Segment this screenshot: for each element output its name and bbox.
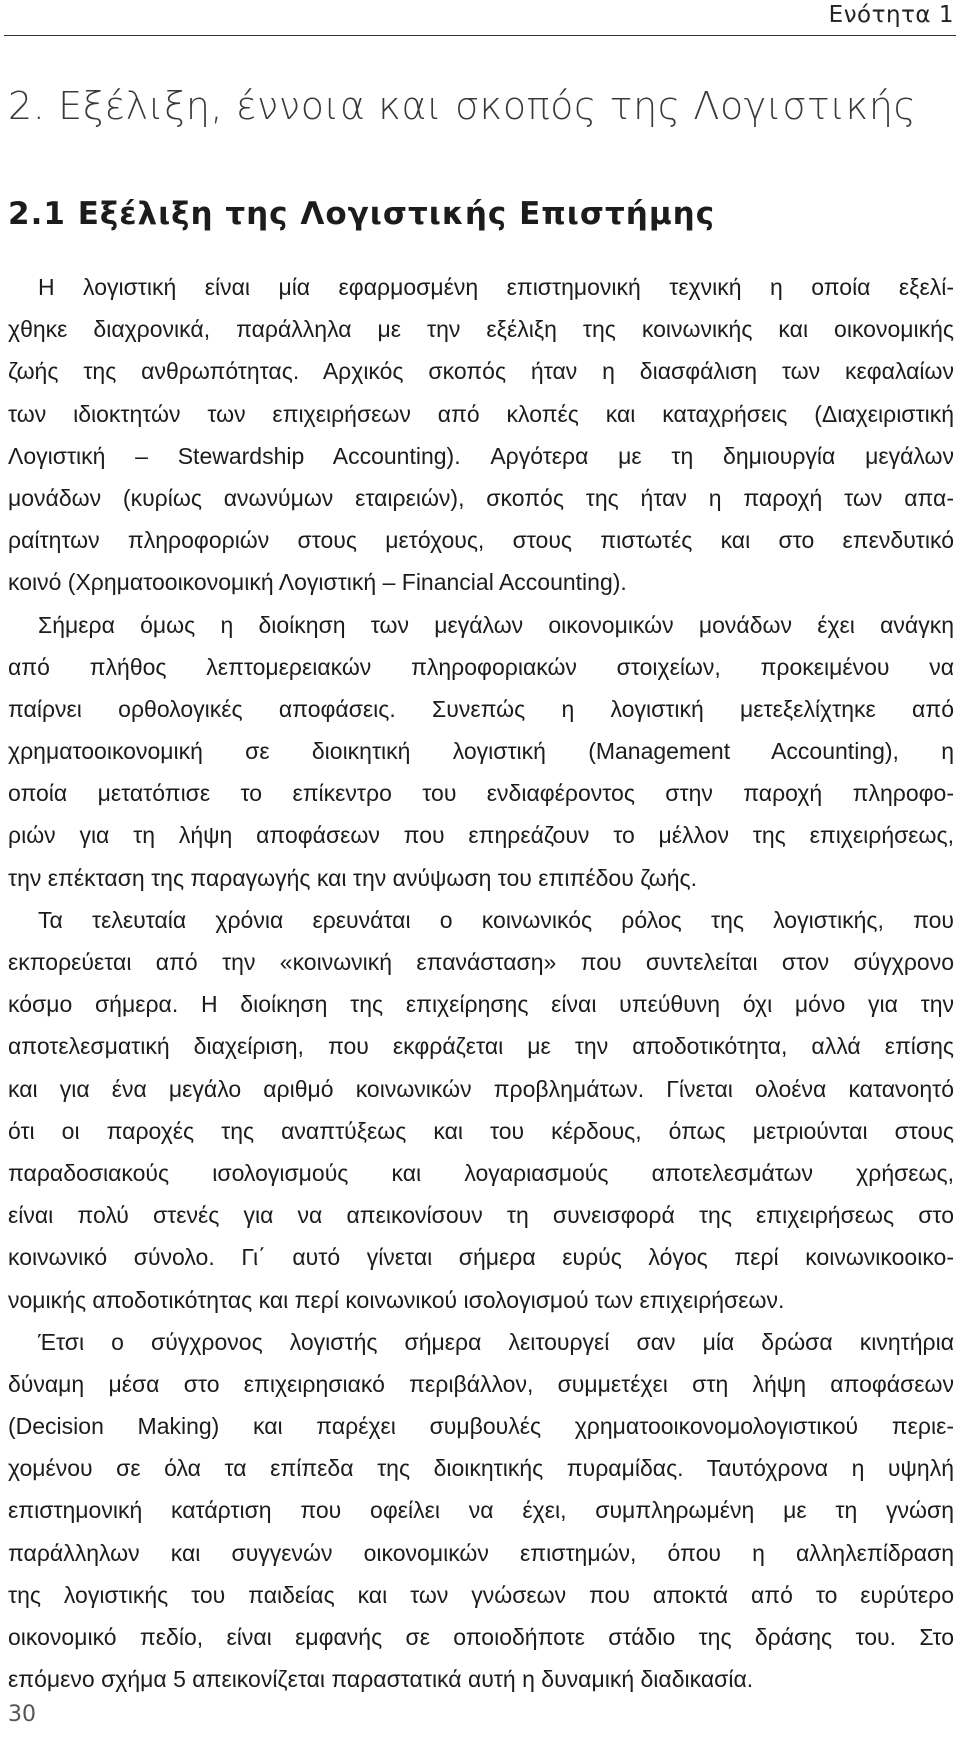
text-line: Έτσι ο σύγχρονος λογιστής σήμερα λειτουργεί σαν μία δρώσα κινητήρια <box>38 1328 954 1355</box>
text-line: κοινωνικό σύνολο. Γι΄ αυτό γίνεται σήμερα ευρύς λόγος περί κοινωνικοοικο- <box>8 1244 954 1271</box>
text-line: ζωής της ανθρωπότητας. Αρχικός σκοπός ήταν η διασφάλιση των κεφαλαίων <box>8 358 954 385</box>
text-line: επόμενο σχήμα 5 απεικονίζεται παραστατικά αυτή η δυναμική διαδικασία. <box>8 1666 754 1693</box>
text-line: ριών για τη λήψη αποφάσεων που επηρεάζουν το μέλλον της επιχειρήσεως, <box>8 822 954 849</box>
text-line: και για ένα μεγάλο αριθμό κοινωνικών προβλημάτων. Γίνεται ολοένα κατανοητό <box>8 1075 954 1102</box>
text-line: δύναμη μέσα στο επιχειρησιακό περιβάλλον, συμμετέχει στη λήψη αποφάσεων <box>8 1370 954 1397</box>
text-line: Τα τελευταία χρόνια ερευνάται ο κοινωνικός ρόλος της λογιστικής, που <box>38 906 954 933</box>
text-line: παίρνει ορθολογικές αποφάσεις. Συνεπώς η λογιστική μετεξελίχτηκε από <box>8 695 954 722</box>
text-line: των ιδιοκτητών των επιχειρήσεων από κλοπές και καταχρήσεις (Διαχειριστική <box>8 400 954 427</box>
text-line: εκπορεύεται από την «κοινωνική επανάσταση» που συντελείται στον σύγχρονο <box>8 949 954 975</box>
chapter-title: 2. Εξέλιξη, έννοια και σκοπός της Λογιστικής <box>8 84 917 128</box>
text-line: ότι οι παροχές της αναπτύξεως και του κέρδους, όπως μετριούνται στους <box>8 1117 954 1144</box>
section-title: 2.1 Εξέλιξη της Λογιστικής Επιστήμης <box>8 196 716 232</box>
text-line: κοινό (Χρηματοοικονομική Λογιστική – Financial Accounting). <box>8 569 627 596</box>
text-line: μονάδων (κυρίως ανωνύμων εταιρειών), σκοπός της ήταν η παροχή των απα- <box>8 484 954 511</box>
text-line: οποία μετατόπισε το επίκεντρο του ενδιαφέροντος στην παροχή πληροφο- <box>8 780 954 807</box>
text-line: χομένου σε όλα τα επίπεδα της διοικητικής πυραμίδας. Ταυτόχρονα η υψηλή <box>8 1455 954 1482</box>
text-line: Σήμερα όμως η διοίκηση των μεγάλων οικονομικών μονάδων έχει ανάγκη <box>38 611 954 638</box>
text-line: την επέκταση της παραγωγής και την ανύψωση του επιπέδου ζωής. <box>8 864 698 891</box>
body-text <box>8 266 954 1700</box>
text-line: επιστημονική κατάρτιση που οφείλει να έχει, συμπληρωμένη με τη γνώση <box>8 1497 954 1524</box>
text-line: Η λογιστική είναι μία εφαρμοσμένη επιστημονική τεχνική η οποία εξελί- <box>38 274 954 300</box>
text-line: παραδοσιακούς ισολογισμούς και λογαριασμούς αποτελεσμάτων χρήσεως, <box>8 1159 954 1186</box>
text-line: ραίτητων πληροφοριών στους μετόχους, στους πιστωτές και στο επενδυτικό <box>8 527 954 554</box>
text-line: παράλληλων και συγγενών οικονομικών επιστημών, όπου η αλληλεπίδραση <box>8 1539 954 1566</box>
page-number: 30 <box>8 1702 36 1727</box>
text-line: νομικής αποδοτικότητας και περί κοινωνικού ισολογισμού των επιχειρήσεων. <box>8 1286 785 1313</box>
text-line: χθηκε διαχρονικά, παράλληλα με την εξέλιξη της κοινωνικής και οικονομικής <box>8 316 954 343</box>
text-line: από πλήθος λεπτομερειακών πληροφοριακών στοιχείων, προκειμένου να <box>8 653 954 680</box>
text-line: είναι πολύ στενές για να απεικονίσουν τη συνεισφορά της επιχειρήσεως στο <box>8 1202 954 1229</box>
header-rule <box>4 35 956 36</box>
text-line: οικονομικό πεδίο, είναι εμφανής σε οποιοδήποτε στάδιο της δράσης του. Στο <box>8 1624 954 1650</box>
text-line: αποτελεσματική διαχείριση, που εκφράζεται με την αποδοτικότητα, αλλά επίσης <box>8 1033 954 1060</box>
text-line: (Decision Making) και παρέχει συμβουλές χρηματοοικονομολογιστικού περιε- <box>8 1413 954 1440</box>
text-line: κόσμο σήμερα. Η διοίκηση της επιχείρησης είναι υπεύθυνη όχι μόνο για την <box>8 991 954 1018</box>
page-header <box>0 0 960 38</box>
text-line: Λογιστική – Stewardship Accounting). Αργότερα με τη δημιουργία μεγάλων <box>8 442 954 469</box>
running-head: Ενότητα 1 <box>828 2 954 28</box>
text-line: της λογιστικής του παιδείας και των γνώσεων που αποκτά από το ευρύτερο <box>8 1581 954 1608</box>
text-line: χρηματοοικονομική σε διοικητική λογιστική (Management Accounting), η <box>8 738 954 765</box>
